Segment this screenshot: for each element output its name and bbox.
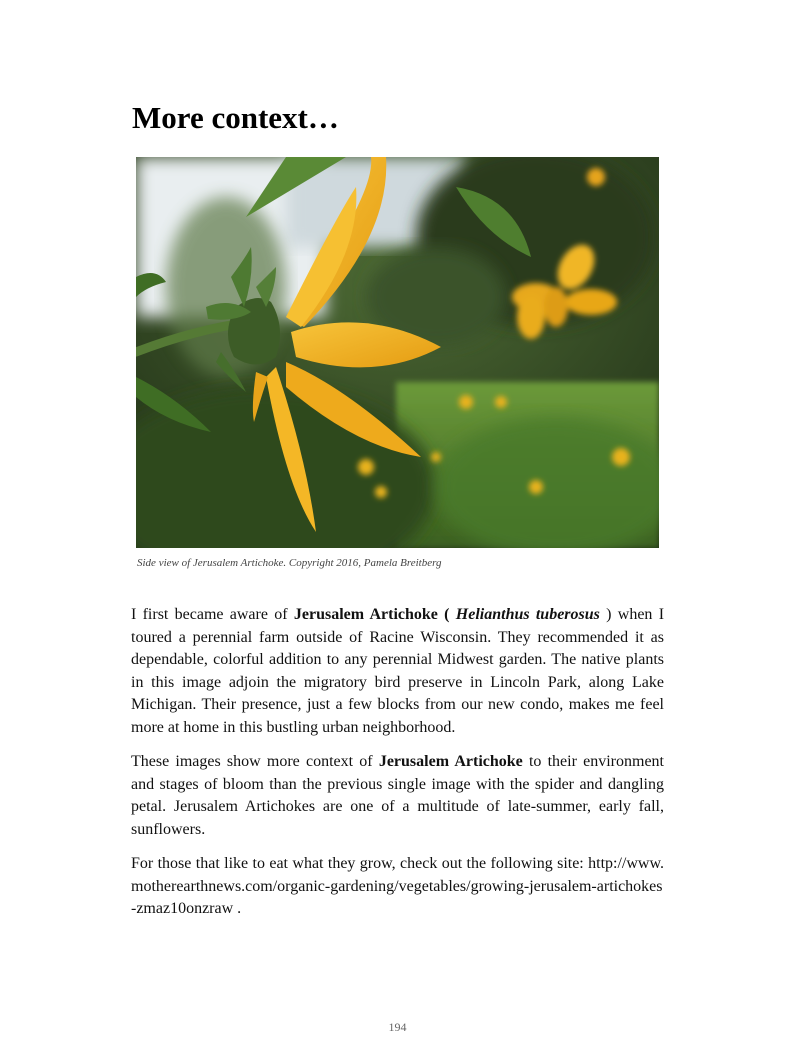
text: ) when I toured a perennial farm outside of Racine Wisconsin. They recommended it as dependable, colorful addition to any perennial Midwest garden. The native plants in this image adjoin the migratory bird preserve in Lincoln Park, along Lake Michigan. Their presence, just a few blocks from our new condo, makes me feel more at home in this bustling urban neighborhood. — [131, 606, 665, 736]
text: to their environment and stages of bloom than the previous single image with the spider and dangling petal. Jerusalem Artichokes are one of a multitude of late-summer, early fall, sunflowers. — [131, 753, 664, 838]
plant-common-name: Jerusalem Artichoke ( — [293, 606, 450, 623]
text: These images show more context of — [131, 753, 379, 770]
text: I first became aware of — [131, 606, 294, 623]
paragraph-context — [131, 751, 664, 841]
page-title: More context… — [132, 100, 339, 135]
text: . — [233, 900, 242, 917]
plant-scientific-name: Helianthus tuberosus — [455, 606, 600, 623]
plant-common-name: Jerusalem Artichoke — [378, 753, 523, 770]
paragraph-resource — [131, 853, 664, 921]
text: For those that like to eat what they grow, check out the following site: — [131, 855, 589, 872]
resource-url[interactable]: http://www.motherearthnews.com/organic-gardening/vegetables/growing-jerusalem-artichokes-zmaz10onzraw — [131, 855, 664, 917]
flower-photo — [136, 157, 659, 548]
paragraph-intro — [131, 604, 664, 739]
page-number: 194 — [388, 1020, 407, 1034]
photo-caption: Side view of Jerusalem Artichoke. Copyright 2016, Pamela Breitberg — [137, 557, 442, 569]
